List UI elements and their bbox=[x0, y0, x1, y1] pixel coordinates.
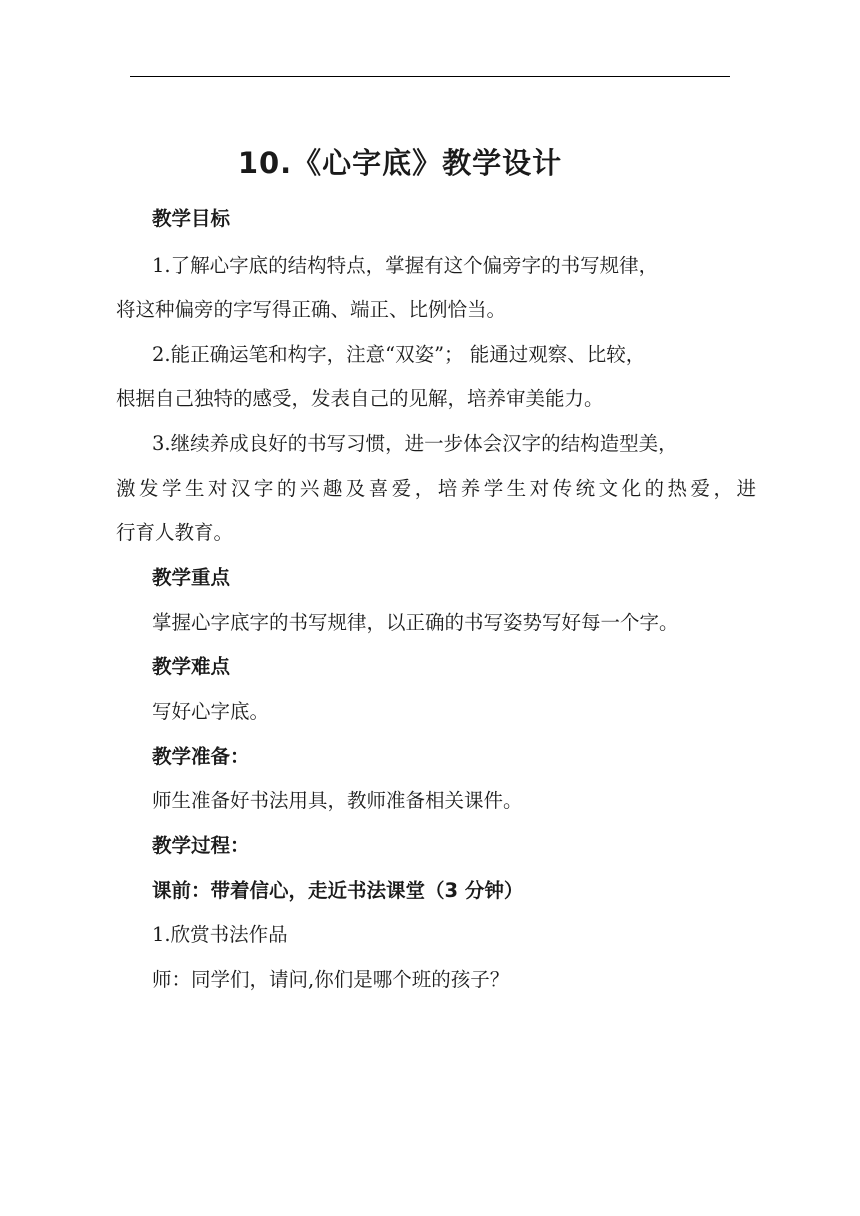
pre-class-heading: 课前：带着信心，走近书法课堂（3 分钟） bbox=[152, 879, 524, 902]
objective-1-line-2: 将这种偏旁的字写得正确、端正、比例恰当。 bbox=[116, 298, 507, 321]
objective-3-line-3: 行育人教育。 bbox=[116, 521, 234, 544]
objective-3-line-1: 3.继续养成良好的书写习惯，进一步体会汉字的结构造型美， bbox=[152, 432, 678, 455]
key-point-heading: 教学重点 bbox=[152, 566, 231, 589]
preparation-text: 师生准备好书法用具，教师准备相关课件。 bbox=[152, 789, 523, 812]
preparation-heading: 教学准备： bbox=[152, 745, 250, 768]
difficulty-heading: 教学难点 bbox=[152, 655, 231, 678]
process-heading: 教学过程： bbox=[152, 834, 250, 857]
key-point-text: 掌握心字底字的书写规律，以正确的书写姿势写好每一个字。 bbox=[152, 611, 679, 634]
objective-3-line-2: 激发学生对汉字的兴趣及喜爱，培养学生对传统文化的热爱，进 bbox=[116, 477, 756, 500]
objective-2-line-2: 根据自己独特的感受，发表自己的见解，培养审美能力。 bbox=[116, 387, 604, 410]
objective-1-line-1: 1.了解心字底的结构特点，掌握有这个偏旁字的书写规律， bbox=[152, 254, 659, 277]
teacher-line: 师：同学们，请问,你们是哪个班的孩子？ bbox=[152, 968, 510, 991]
objectives-heading: 教学目标 bbox=[152, 207, 231, 230]
difficulty-text: 写好心字底。 bbox=[152, 700, 270, 723]
step-1: 1.欣赏书法作品 bbox=[152, 923, 288, 946]
objective-2-line-1: 2.能正确运笔和构字，注意“双姿”； 能通过观察、比较， bbox=[152, 343, 646, 366]
header-rule bbox=[130, 76, 730, 77]
document-title: 10.《心字底》教学设计 bbox=[237, 146, 563, 180]
